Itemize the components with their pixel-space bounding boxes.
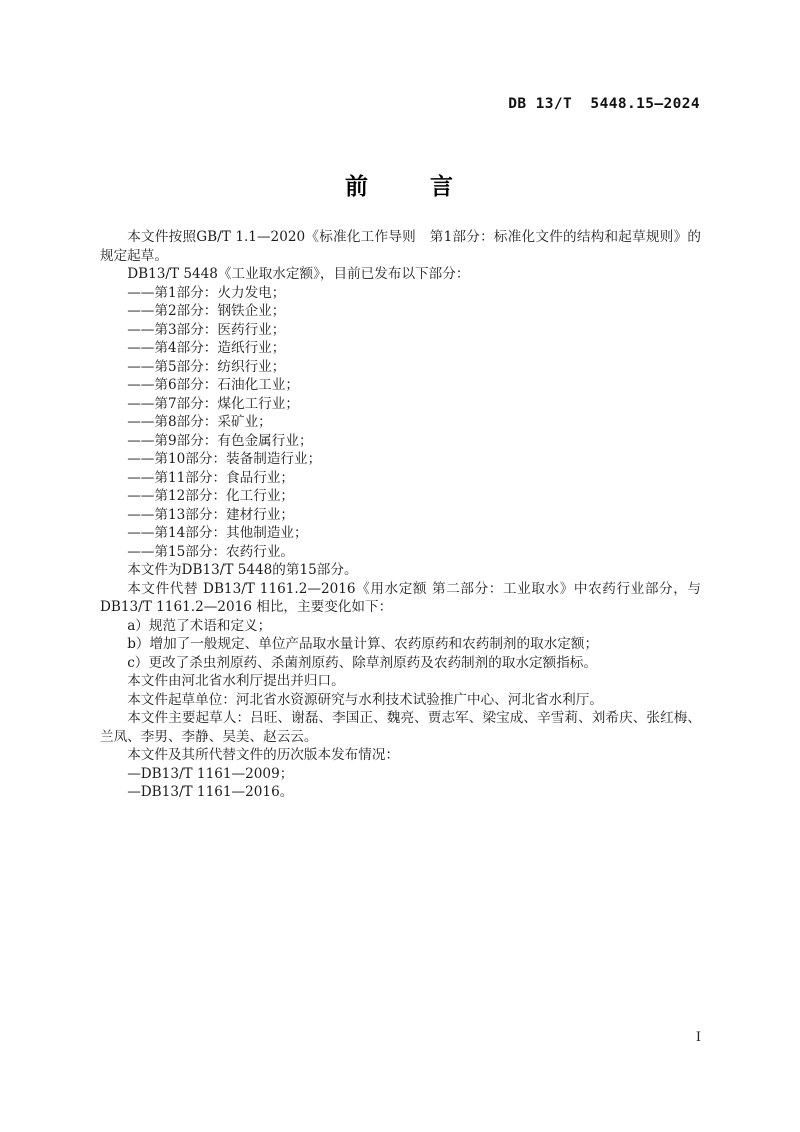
part-item: ——第5部分：纺织行业； [127, 358, 286, 375]
page-number: I [695, 1030, 701, 1045]
part-item: ——第14部分：其他制造业； [127, 525, 308, 541]
part-item: ——第8部分：采矿业； [127, 414, 272, 430]
part-item: ——第1部分：火力发电； [127, 284, 286, 301]
proposer-statement: 本文件由河北省水利厅提出并归口。 [127, 673, 345, 689]
change-item: a）规范了术语和定义； [127, 617, 272, 634]
series-lead-paragraph: DB13/T 5448《工业取水定额》，目前已发布以下部分： [127, 266, 470, 282]
page-title: 前 言 [344, 173, 456, 200]
running-header-standard-code: DB 13/T 5448.15—2024 [508, 96, 700, 112]
part-item: ——第13部分：建材行业； [127, 506, 295, 523]
part-item: ——第12部分：化工行业； [127, 488, 295, 504]
part-item: ——第10部分：装备制造行业； [127, 451, 322, 467]
drafting-units-statement: 本文件起草单位：河北省水资源研究与水利技术试验推广中心、河北省水利厅。 [127, 691, 603, 708]
part-item: ——第15部分：农药行业。 [127, 543, 295, 560]
foreword-body [100, 228, 701, 802]
this-part-statement: 本文件为DB13/T 5448的第15部分。 [127, 562, 358, 578]
history-lead-paragraph: 本文件及其所代替文件的历次版本发布情况： [127, 747, 400, 763]
part-item: ——第9部分：有色金属行业； [127, 432, 313, 449]
part-item: ——第3部分：医药行业； [127, 321, 286, 338]
change-item: b）增加了一般规定、单位产品取水量计算、农药原药和农药制剂的取水定额； [127, 636, 599, 652]
part-item: ——第6部分：石油化工业； [127, 377, 299, 393]
change-item: c）更改了杀虫剂原药、杀菌剂原药、除草剂原药及农药制剂的取水定额指标。 [127, 654, 597, 671]
part-item: ——第11部分：食品行业； [127, 469, 295, 486]
intro-paragraph: 本文件按照GB/T 1.1—2020《标准化工作导则 第1部分：标准化文件的结构和起草规则》的规定起草。 [100, 229, 701, 264]
part-item: ——第2部分：钢铁企业； [127, 303, 286, 319]
part-item: ——第7部分：煤化工行业； [127, 395, 299, 412]
drafters-statement: 本文件主要起草人：吕旺、谢磊、李国正、魏亮、贾志军、梁宝成、辛雪莉、刘希庆、张红梅、兰凤、李男、李静、吴美、赵云云。 [100, 710, 701, 745]
replacement-statement: 本文件代替 DB13/T 1161.2—2016《用水定额 第二部分：工业取水》中农药行业部分，与 DB13/T 1161.2—2016 相比，主要变化如下： [100, 580, 701, 615]
history-item: —DB13/T 1161—2016。 [127, 784, 294, 800]
part-item: ——第4部分：造纸行业； [127, 340, 286, 356]
history-item: —DB13/T 1161—2009； [127, 765, 294, 782]
